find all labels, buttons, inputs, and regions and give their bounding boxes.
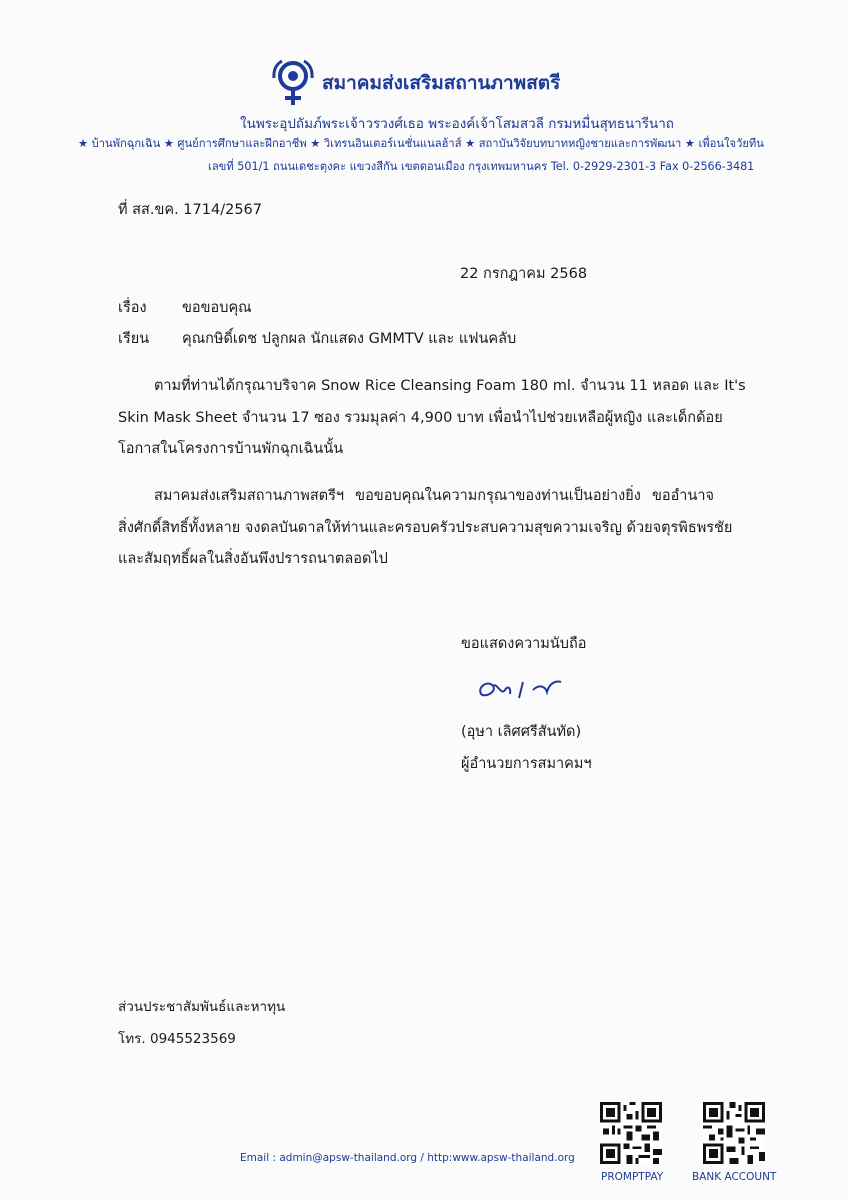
reference-number: ที่ สส.ขค. 1714/2567	[118, 202, 262, 218]
recipient-label: เรียน	[118, 331, 150, 347]
program-item: ศูนย์การศึกษาและฝึกอาชีพ	[177, 137, 307, 150]
paragraph-line: โอกาสในโครงการบ้านพักฉุกเฉินนั้น	[118, 441, 344, 457]
signer-title: ผู้อำนวยการสมาคมฯ	[461, 756, 592, 772]
paragraph-line: Skin Mask Sheet จำนวน 17 ซอง รวมมุลค่า 4,900 บาท เพื่อนำไปช่วยเหลือผู้หญิง และเด็กด้อย	[118, 409, 723, 426]
contact-department: ส่วนประชาสัมพันธ์และหาทุน	[118, 999, 286, 1015]
paragraph-line: สิ่งศักดิ์สิทธิ์ทั้งหลาย จงดลบันดาลให้ท่านและครอบครัวประสบความสุขความเจริญ ด้วยจตุรพิธพรชัย	[118, 519, 733, 536]
program-item: วิเทรนอินเตอร์เนชั่นแนลฮ้าส์	[323, 137, 462, 150]
program-item: บ้านพักฉุกเฉิน	[91, 137, 161, 150]
paragraph-line: ตามที่ท่านได้กรุณาบริจาค Snow Rice Cleansing Foam 180 ml. จำนวน 11 หลอด และ It's	[154, 378, 746, 394]
promptpay-label: PROMPTPAY	[601, 1171, 664, 1183]
star-icon: ★	[163, 137, 174, 150]
royal-patronage-line: ในพระอุปถัมภ์พระเจ้าวรวงศ์เธอ พระองค์เจ้าโสมสวลี กรมหมื่นสุทธนารีนาถ	[240, 116, 674, 132]
handwritten-signature	[475, 672, 565, 708]
organization-logo-icon	[270, 58, 316, 108]
organization-name: สมาคมส่งเสริมสถานภาพสตรี	[322, 72, 561, 94]
subject-text: ขอขอบคุณ	[182, 300, 252, 316]
address-line: เลขที่ 501/1 ถนนเดชะตุงคะ แขวงสีกัน เขตดอนเมือง กรุงเทพมหานคร Tel. 0-2929-2301-3 Fax 0-2566-3481	[208, 160, 755, 173]
paragraph-line: สมาคมส่งเสริมสถานภาพสตรีฯ ขอขอบคุณในความกรุณาของท่านเป็นอย่างยิ่ง ขออำนาจ	[154, 488, 714, 504]
closing-phrase: ขอแสดงความนับถือ	[461, 636, 587, 652]
signer-name: (อุษา เลิศศรีสันทัด)	[461, 724, 582, 740]
recipient-text: คุณกษิดิ์เดช ปลูกผล นักแสดง GMMTV และ แฟนคลับ	[182, 331, 517, 347]
body-paragraph-2	[118, 481, 733, 576]
email-website-line: Email : admin@apsw-thailand.org / http:www.apsw-thailand.org	[240, 1152, 575, 1164]
body-paragraph-1	[118, 371, 746, 466]
star-icon: ★	[310, 137, 321, 150]
bank-account-label: BANK ACCOUNT	[692, 1171, 777, 1183]
star-icon: ★	[465, 137, 476, 150]
star-icon: ★	[684, 137, 695, 150]
star-icon: ★	[78, 137, 89, 150]
letter-date: 22 กรกฎาคม 2568	[460, 266, 588, 282]
subject-label: เรื่อง	[118, 300, 147, 316]
programs-line	[78, 134, 764, 152]
promptpay-qr-code	[600, 1102, 662, 1164]
program-item: สถาบันวิจัยบทบาทหญิงชายและการพัฒนา	[478, 137, 682, 150]
paragraph-line: และสัมฤทธิ์ผลในสิ่งอันพึงปรารถนาตลอดไป	[118, 551, 388, 567]
bank-account-qr-code	[703, 1102, 765, 1164]
program-item: เพื่อนใจวัยทีน	[698, 137, 764, 150]
contact-phone: โทร. 0945523569	[118, 1031, 236, 1047]
